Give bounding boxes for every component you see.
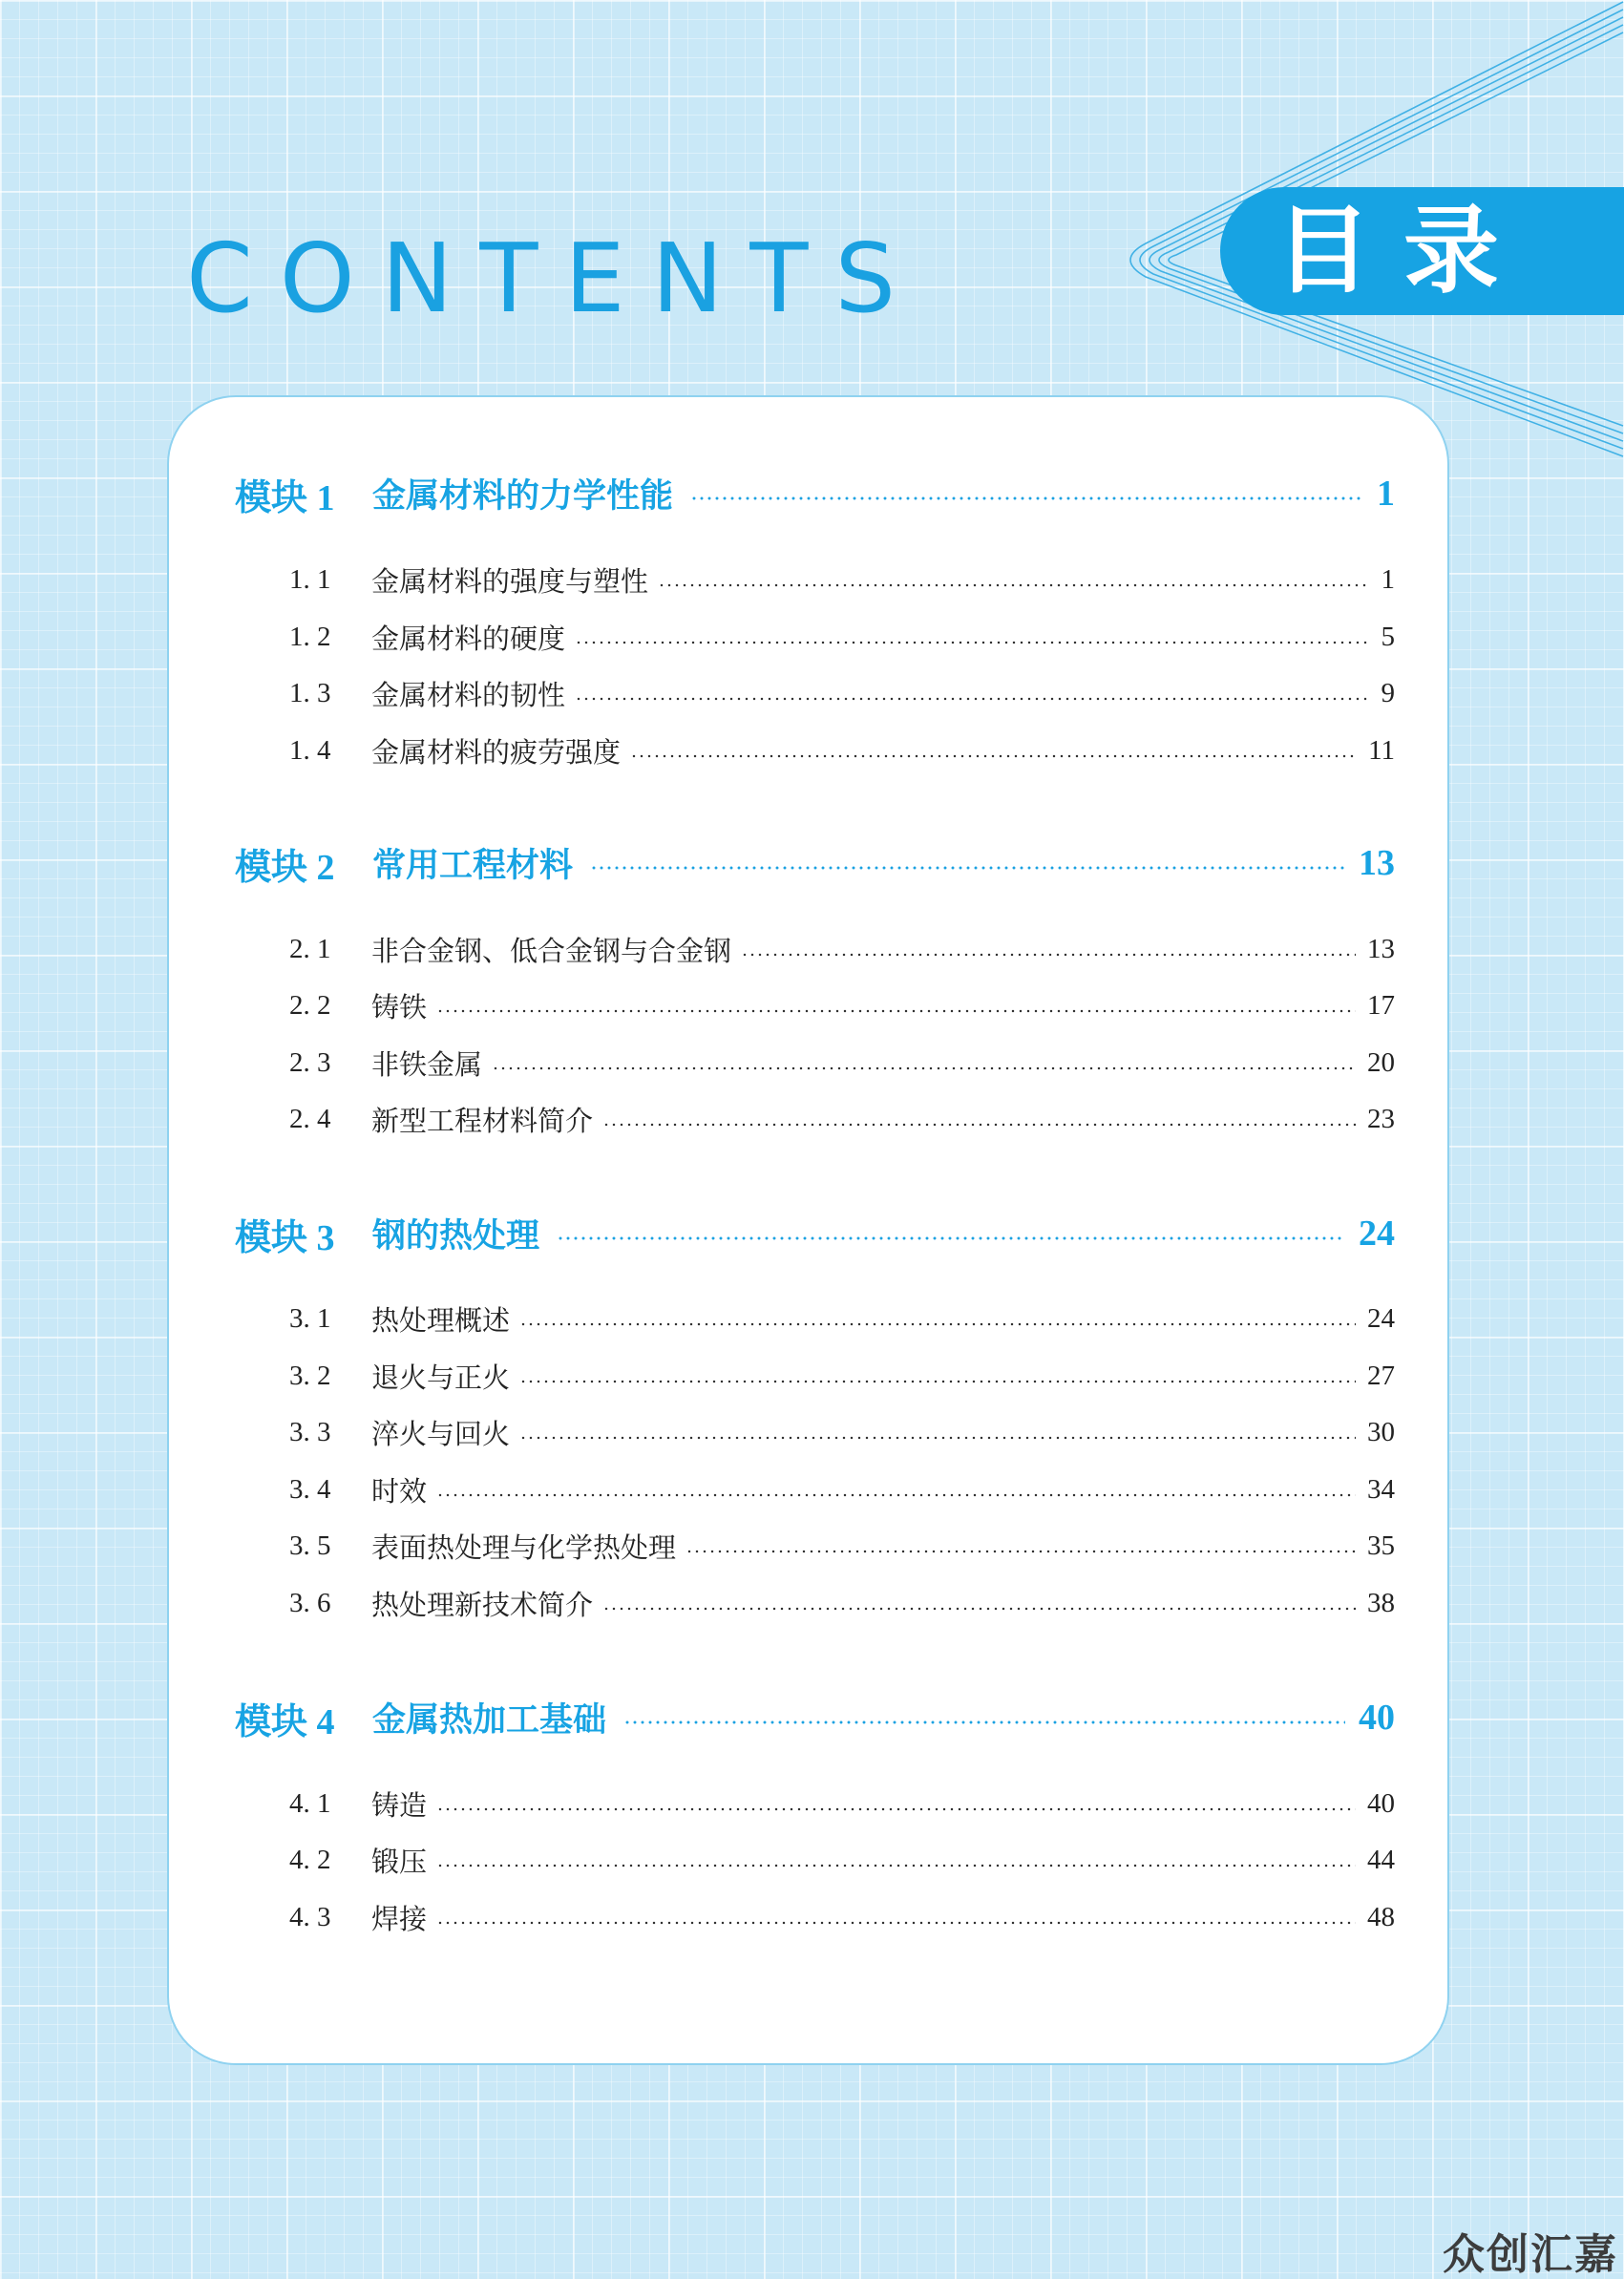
section-page-number: 35 (1367, 1530, 1395, 1561)
section-title: 非合金钢、低合金钢与合金钢 (371, 936, 732, 967)
module-entry[interactable] (235, 834, 1395, 892)
module-entry[interactable] (235, 1205, 1395, 1262)
dot-leader (436, 1807, 1356, 1811)
module-number: 模块 3 (235, 1217, 335, 1258)
module-number: 模块 4 (235, 1701, 335, 1742)
dot-leader (602, 1607, 1356, 1611)
section-entry[interactable] (289, 1039, 1395, 1087)
section-entry[interactable] (289, 1295, 1395, 1342)
section-number: 3. 4 (289, 1473, 331, 1505)
section-title: 淬火与回火 (371, 1419, 511, 1450)
section-page-number: 30 (1367, 1416, 1395, 1447)
dot-leader (690, 496, 1363, 500)
section-page-number: 24 (1367, 1302, 1395, 1334)
section-title: 时效 (371, 1476, 428, 1508)
section-number: 2. 1 (289, 933, 331, 964)
module-title: 金属热加工基础 (372, 1701, 607, 1740)
section-page-number: 20 (1367, 1046, 1395, 1078)
section-page-number: 23 (1367, 1103, 1395, 1134)
section-title: 金属材料的韧性 (371, 680, 566, 711)
section-entry[interactable] (289, 1780, 1395, 1827)
section-number: 3. 3 (289, 1416, 331, 1447)
section-title: 金属材料的强度与塑性 (371, 566, 649, 598)
publisher-logo-text: 众创汇嘉 (1443, 2229, 1618, 2279)
section-entry[interactable] (289, 981, 1395, 1029)
module-page-number: 40 (1359, 1698, 1395, 1738)
section-title: 铸铁 (371, 992, 428, 1023)
dot-leader (741, 953, 1356, 957)
dot-leader (602, 1123, 1356, 1127)
contents-heading: CONTENTS (186, 222, 922, 334)
section-entry[interactable] (289, 1408, 1395, 1456)
section-title: 退火与正火 (371, 1362, 511, 1394)
section-entry[interactable] (289, 1836, 1395, 1884)
section-page-number: 1 (1381, 563, 1395, 595)
section-page-number: 38 (1367, 1587, 1395, 1618)
section-number: 3. 6 (289, 1587, 331, 1618)
section-entry[interactable] (289, 1893, 1395, 1941)
section-number: 4. 1 (289, 1787, 331, 1819)
section-entry[interactable] (289, 1352, 1395, 1400)
dot-leader (519, 1322, 1356, 1326)
section-entry[interactable] (289, 925, 1395, 973)
module-page-number: 1 (1377, 474, 1395, 514)
module-page-number: 24 (1359, 1213, 1395, 1254)
module-title: 钢的热处理 (372, 1217, 540, 1256)
section-title: 铸造 (371, 1790, 428, 1822)
dot-leader (436, 1864, 1356, 1868)
section-entry[interactable] (289, 613, 1395, 661)
dot-leader (436, 1009, 1356, 1013)
dot-leader (575, 697, 1369, 701)
dot-leader (630, 754, 1357, 758)
section-title: 热处理概述 (371, 1305, 511, 1337)
section-entry[interactable] (289, 556, 1395, 603)
section-entry[interactable] (289, 1522, 1395, 1570)
section-number: 2. 2 (289, 989, 331, 1021)
section-number: 1. 4 (289, 734, 331, 766)
section-title: 金属材料的疲劳强度 (371, 737, 622, 769)
section-number: 3. 2 (289, 1360, 331, 1391)
section-title: 锻压 (371, 1846, 428, 1878)
dot-leader (658, 583, 1369, 587)
module-page-number: 13 (1359, 843, 1395, 883)
section-page-number: 48 (1367, 1901, 1395, 1932)
section-page-number: 11 (1368, 734, 1395, 766)
dot-leader (685, 1550, 1356, 1553)
section-number: 1. 3 (289, 677, 331, 708)
section-page-number: 44 (1367, 1844, 1395, 1875)
section-number: 4. 3 (289, 1901, 331, 1932)
section-page-number: 27 (1367, 1360, 1395, 1391)
dot-leader (575, 641, 1369, 644)
section-entry[interactable] (289, 1579, 1395, 1627)
section-number: 3. 1 (289, 1302, 331, 1334)
section-entry[interactable] (289, 727, 1395, 774)
dot-leader (519, 1436, 1356, 1440)
dot-leader (623, 1720, 1345, 1724)
module-entry[interactable] (235, 1689, 1395, 1746)
module-title: 常用工程材料 (372, 847, 574, 885)
section-entry[interactable] (289, 669, 1395, 717)
section-page-number: 9 (1381, 677, 1395, 708)
section-title: 表面热处理与化学热处理 (371, 1532, 677, 1564)
section-page-number: 34 (1367, 1473, 1395, 1505)
section-number: 2. 3 (289, 1046, 331, 1078)
dot-leader (436, 1493, 1356, 1497)
section-title: 热处理新技术简介 (371, 1590, 594, 1621)
dot-leader (436, 1921, 1356, 1925)
section-page-number: 13 (1367, 933, 1395, 964)
dot-leader (519, 1380, 1356, 1383)
section-number: 2. 4 (289, 1103, 331, 1134)
section-entry[interactable] (289, 1466, 1395, 1513)
section-page-number: 5 (1381, 621, 1395, 652)
section-number: 3. 5 (289, 1530, 331, 1561)
section-title: 非铁金属 (371, 1049, 483, 1081)
section-title: 金属材料的硬度 (371, 623, 566, 655)
dot-leader (492, 1066, 1356, 1070)
section-number: 1. 2 (289, 621, 331, 652)
section-page-number: 40 (1367, 1787, 1395, 1819)
module-number: 模块 2 (235, 847, 335, 888)
module-number: 模块 1 (235, 477, 335, 518)
dot-leader (590, 866, 1345, 870)
section-page-number: 17 (1367, 989, 1395, 1021)
section-title: 新型工程材料简介 (371, 1106, 594, 1137)
tab-label: 目录 (1276, 195, 1531, 306)
dot-leader (557, 1236, 1345, 1240)
module-entry[interactable] (235, 465, 1395, 522)
section-entry[interactable] (289, 1095, 1395, 1143)
toc-card (167, 395, 1449, 2065)
section-number: 1. 1 (289, 563, 331, 595)
section-number: 4. 2 (289, 1844, 331, 1875)
section-title: 焊接 (371, 1904, 428, 1935)
table-of-contents-tab (1220, 187, 1624, 315)
module-title: 金属材料的力学性能 (372, 477, 674, 516)
